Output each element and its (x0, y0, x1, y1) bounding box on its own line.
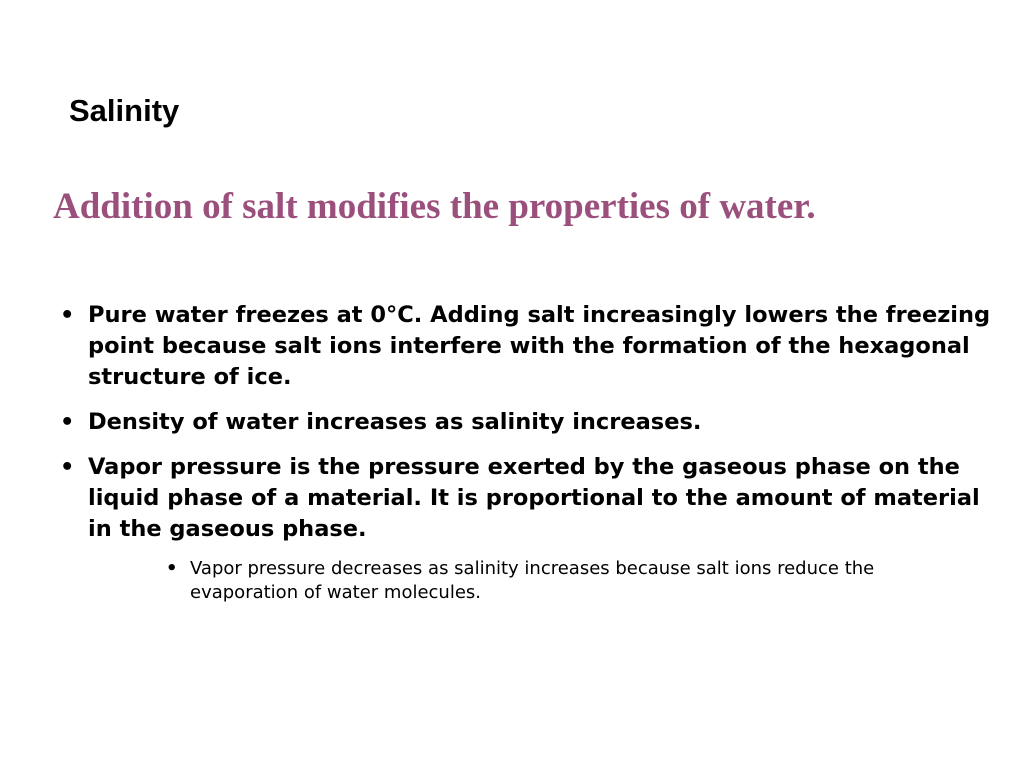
sub-list-container (60, 557, 1010, 605)
bullet-icon: • (60, 302, 75, 328)
bullet-item-vapor-pressure (60, 452, 1010, 545)
sub-bullet-text: Vapor pressure decreases as salinity increases because salt ions reduce the evaporation of water molecules. (190, 558, 875, 603)
bullet-icon: • (60, 409, 75, 435)
bullet-icon: • (60, 454, 75, 480)
bullet-item-freezing-point (60, 300, 1010, 393)
sub-bullet-list (166, 557, 956, 605)
sub-bullet-icon: • (166, 558, 178, 579)
sub-bullet-item-vapor-salinity (166, 557, 956, 605)
bullet-text: Density of water increases as salinity increases. (88, 409, 702, 435)
bullet-text: Pure water freezes at 0°C. Adding salt increasingly lowers the freezing point because salt ions interfere with the formation of the hexagonal structure of ice. (88, 302, 991, 390)
slide-subtitle: Addition of salt modifies the properties of water. (53, 186, 816, 227)
bullet-item-density (60, 407, 1010, 438)
bullet-text: Vapor pressure is the pressure exerted by the gaseous phase on the liquid phase of a material. It is proportional to the amount of material in the gaseous phase. (88, 454, 980, 542)
bullet-list (60, 300, 1010, 605)
slide-title: Salinity (69, 93, 180, 128)
